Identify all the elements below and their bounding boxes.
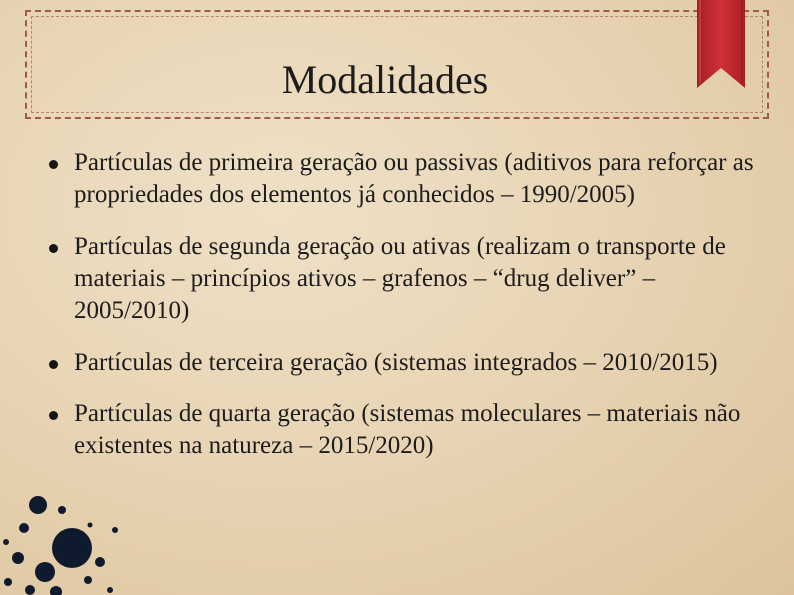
bullet-dot-icon [49,244,58,253]
title-frame [25,10,769,119]
bullet-list [49,147,754,482]
ink-splatter [0,470,140,595]
bullet-item [49,147,754,211]
bullet-item [49,398,754,462]
bullet-text: Partículas de segunda geração ou ativas (realizam o transporte de materiais – princípios ativos – grafenos – “drug deliver” – 2005/2010) [74,233,726,324]
bullet-text: Partículas de primeira geração ou passivas (aditivos para reforçar as propriedades dos elementos já conhecidos – 1990/2005) [74,149,754,208]
bullet-dot-icon [49,411,58,420]
bookmark-ribbon-icon [697,0,745,88]
slide-title: Modalidades [281,57,489,102]
bullet-item [49,231,754,327]
bullet-item [49,347,754,379]
bullet-text: Partículas de terceira geração (sistemas integrados – 2010/2015) [74,349,718,376]
bullet-dot-icon [49,160,58,169]
bullet-text: Partículas de quarta geração (sistemas moleculares – materiais não existentes na natureza – 2015/2020) [74,400,741,459]
bullet-dot-icon [49,360,58,369]
